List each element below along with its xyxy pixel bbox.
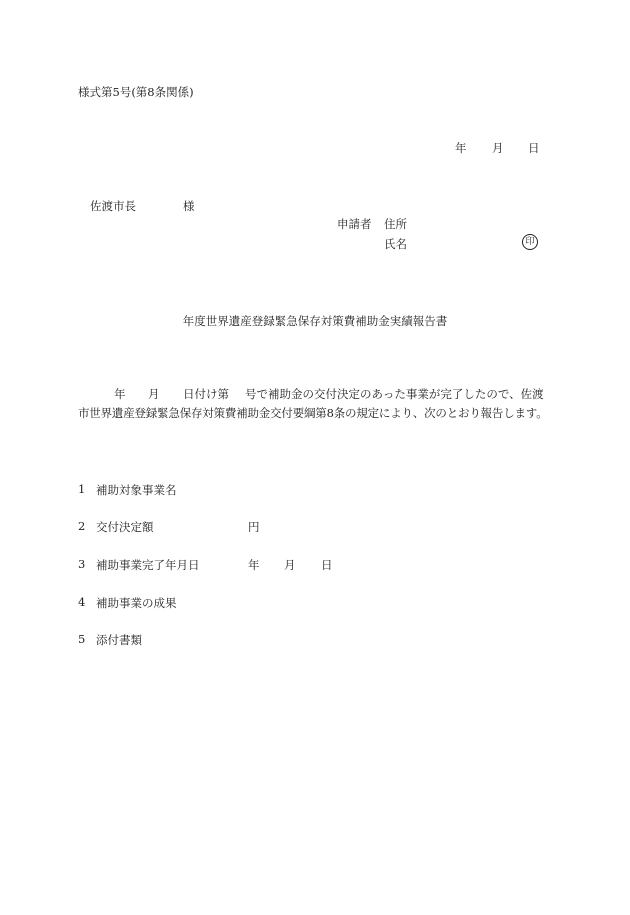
body-day-no: 日付け第	[183, 387, 229, 401]
seal-mark: 印	[522, 234, 538, 250]
date-day-label: 日	[528, 141, 540, 155]
item-label: 添付書類	[96, 633, 142, 647]
body-text-line-2: 市世界遺産登録緊急保存対策費補助金交付要綱第8条の規定により、次のとおり報告します。	[78, 406, 548, 420]
item-number: 4	[78, 595, 86, 609]
body-rest: 号で補助金の交付決定のあった事業が完了したので、佐渡	[245, 387, 544, 401]
address-label: 住所	[384, 217, 407, 231]
item-label: 補助事業完了年月日	[96, 558, 200, 572]
name-label: 氏名	[384, 237, 407, 251]
completion-year-label: 年	[248, 558, 260, 572]
completion-day-label: 日	[321, 558, 333, 572]
date-month-label: 月	[492, 141, 504, 155]
body-month: 月	[148, 387, 160, 401]
addressee-name: 佐渡市長	[90, 199, 136, 213]
amount-unit: 円	[248, 520, 260, 534]
form-number: 様式第5号(第8条関係)	[78, 85, 194, 99]
completion-month-label: 月	[284, 558, 296, 572]
item-number: 2	[78, 519, 86, 533]
applicant-label: 申請者	[337, 217, 372, 231]
item-label: 補助事業の成果	[96, 596, 177, 610]
addressee-honorific: 様	[183, 199, 195, 213]
document-title: 年度世界遺産登録緊急保存対策費補助金実績報告書	[182, 314, 448, 328]
item-label: 交付決定額	[96, 520, 154, 534]
item-number: 5	[78, 632, 86, 646]
item-number: 3	[78, 557, 86, 571]
date-year-label: 年	[455, 141, 467, 155]
item-number: 1	[78, 482, 86, 496]
body-year: 年	[114, 387, 126, 401]
item-label: 補助対象事業名	[96, 483, 177, 497]
